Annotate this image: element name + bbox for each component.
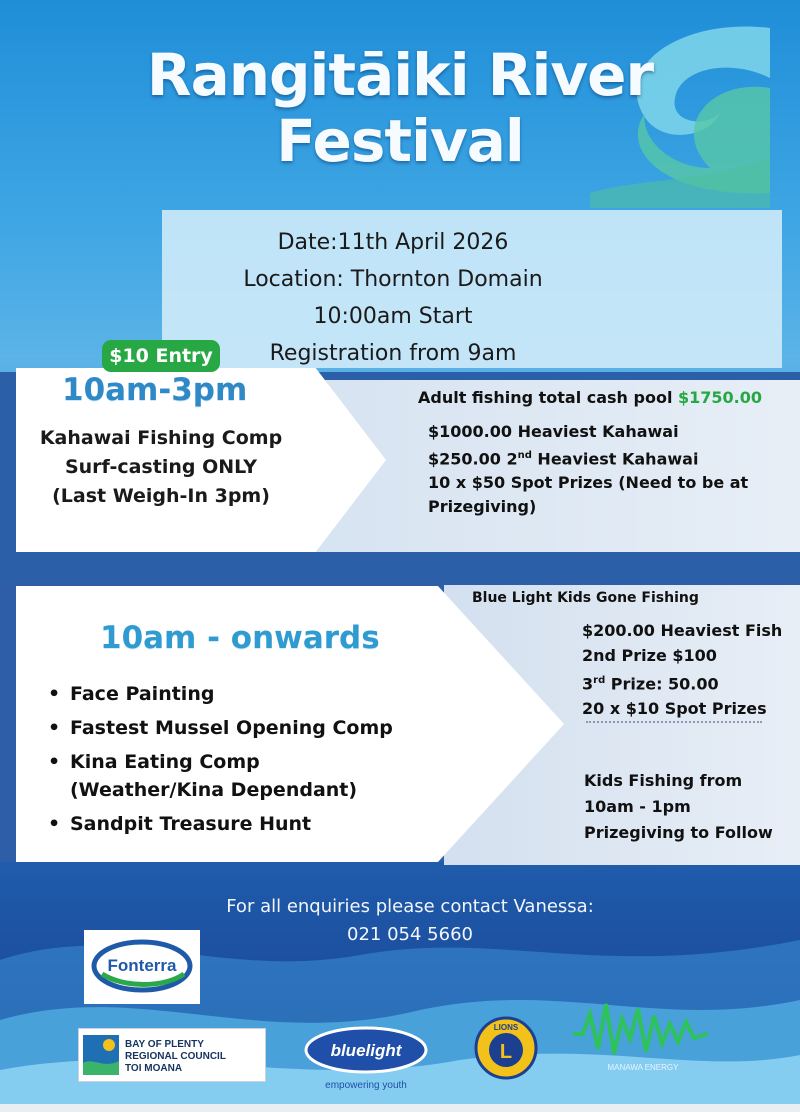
activity-text: Fastest Mussel Opening Comp [70, 717, 393, 739]
event-info-box [162, 210, 782, 368]
lions-logo [474, 1016, 538, 1080]
prize-spot-cont: Prizegiving) [428, 497, 537, 517]
kids-fishing-time [584, 768, 773, 846]
kids-time-line-3: Prizegiving to Follow [584, 823, 773, 842]
section1-time: 10am-3pm [62, 372, 248, 408]
event-registration: Registration from 9am [269, 341, 517, 366]
title-line-1: Rangitāiki River [146, 41, 654, 109]
fonterra-logo [84, 930, 200, 1004]
bluelight-logo-graphic [300, 1022, 432, 1096]
kids-prize-2: 2nd Prize $100 [582, 646, 717, 665]
festival-title [0, 42, 800, 174]
bullet: • [48, 683, 61, 705]
fishing-comp-line: Kahawai Fishing Comp [39, 427, 283, 449]
contact-phone: 021 054 5660 [347, 924, 473, 945]
fonterra-logo-graphic [84, 930, 200, 1004]
weigh-in-line: (Last Weigh-In 3pm) [52, 485, 270, 507]
manawa-text: MANAWA ENERGY [607, 1063, 679, 1072]
section1-details [16, 424, 306, 511]
bluelight-text: bluelight [330, 1041, 402, 1060]
kids-prize-1: $200.00 Heaviest Fish [582, 621, 783, 640]
cash-pool [418, 388, 762, 407]
activity-text: Kina Eating Comp [70, 751, 260, 773]
dotted-divider [586, 721, 762, 723]
svg-text:L: L [499, 1041, 513, 1063]
bop-line-2: REGIONAL COUNCIL [125, 1051, 226, 1062]
list-item [48, 714, 393, 742]
kids-time-line-1: Kids Fishing from [584, 771, 743, 790]
bluelight-logo [300, 1022, 432, 1096]
kids-prize-4: 20 x $10 Spot Prizes [582, 699, 767, 719]
kids-prize-3-num: 3 [582, 674, 594, 694]
prize-second-amount: $250.00 2 [428, 449, 518, 469]
lions-logo-graphic [474, 1016, 538, 1080]
bottom-edge [0, 1104, 800, 1112]
activity-text: Sandpit Treasure Hunt [70, 813, 312, 835]
prize-second-sup: nd [517, 450, 532, 461]
prize-second-text: Heaviest Kahawai [531, 449, 699, 469]
kids-prize-3-sup: rd [593, 675, 606, 686]
kids-prize-3 [582, 668, 782, 696]
section2-time: 10am - onwards [100, 620, 380, 656]
activity-text: Face Painting [70, 683, 215, 705]
event-date: Date:11th April 2026 [277, 230, 509, 255]
title-line-2: Festival [276, 107, 524, 175]
bullet: • [48, 813, 61, 835]
adult-prize-list [428, 420, 748, 519]
manawa-logo-graphic [568, 994, 718, 1074]
activity-list [48, 680, 393, 844]
bullet: • [48, 751, 61, 773]
surf-casting-line: Surf-casting ONLY [64, 456, 258, 478]
bop-line-1: BAY OF PLENTY [125, 1039, 204, 1050]
prize-heaviest: $1000.00 Heaviest Kahawai [428, 422, 679, 441]
bluelight-tagline: empowering youth [325, 1080, 407, 1091]
lions-text: LIONS [493, 1023, 519, 1032]
list-item [48, 680, 393, 708]
entry-fee-badge: $10 Entry [102, 340, 220, 372]
event-start-time: 10:00am Start [313, 304, 473, 329]
cash-pool-amount: $1750.00 [678, 388, 763, 407]
prize-spot: 10 x $50 Spot Prizes (Need to be at [428, 473, 749, 493]
kids-comp-title: Blue Light Kids Gone Fishing [472, 590, 699, 606]
bop-line-3: TOI MOANA [125, 1063, 183, 1074]
event-location: Location: Thornton Domain [243, 267, 543, 292]
kids-prize-3-text: Prize: 50.00 [605, 674, 719, 694]
list-item [48, 748, 393, 804]
list-item [48, 810, 393, 838]
fonterra-text: Fonterra [107, 956, 177, 975]
cash-pool-label: Adult fishing total cash pool [418, 388, 673, 407]
kids-time-line-2: 10am - 1pm [584, 797, 691, 816]
bullet: • [48, 717, 61, 739]
bop-regional-council-logo [78, 1028, 266, 1082]
kids-prize-list [582, 618, 782, 721]
activity-subtext: (Weather/Kina Dependant) [70, 779, 358, 801]
prize-second [428, 444, 748, 471]
contact-text: For all enquiries please contact Vanessa: [226, 896, 594, 917]
bop-logo-graphic [79, 1029, 265, 1081]
manawa-energy-logo [568, 994, 718, 1074]
